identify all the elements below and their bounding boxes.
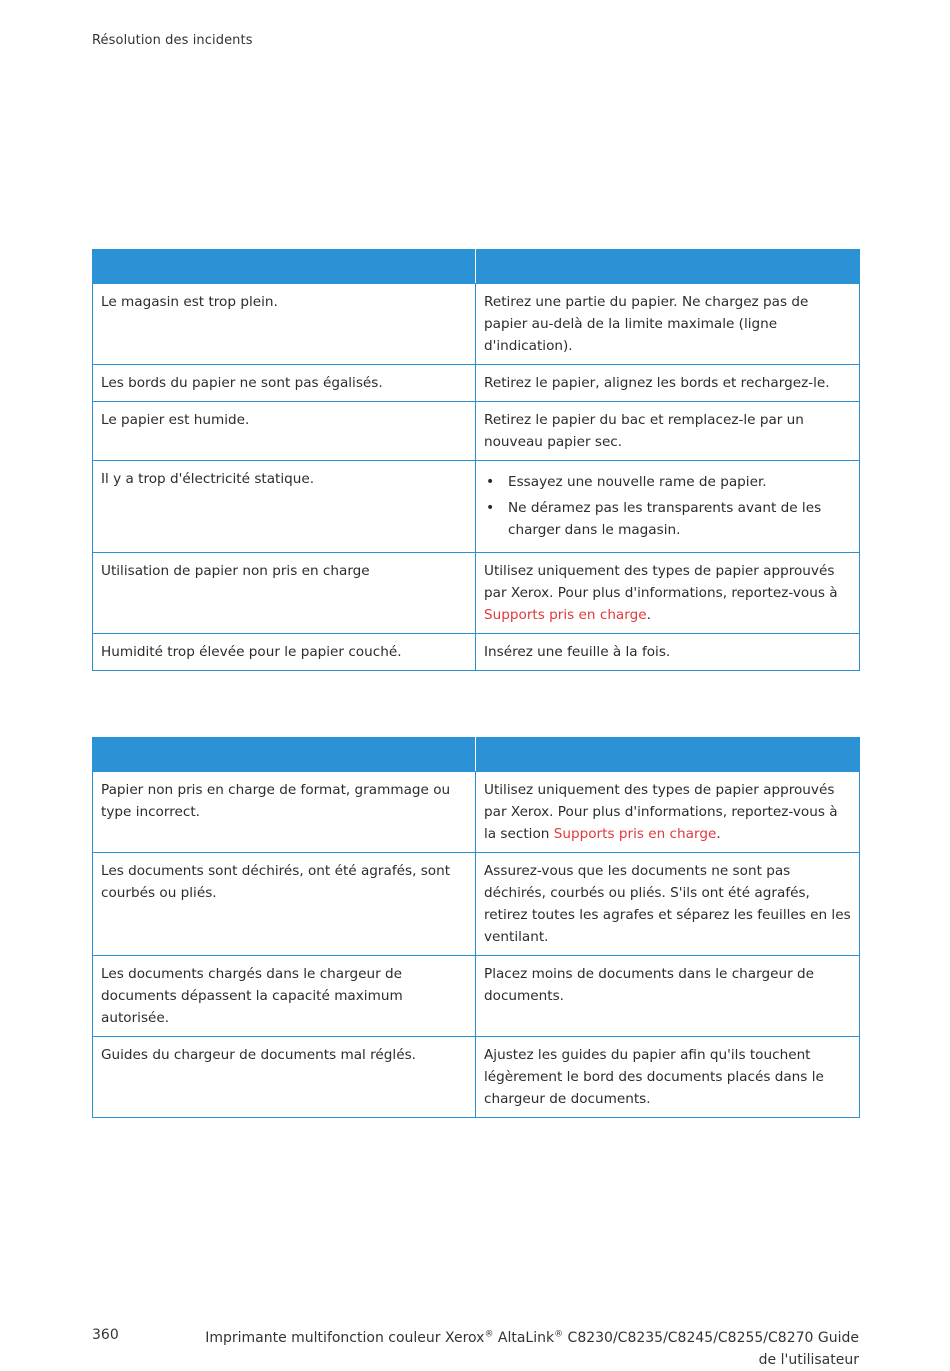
header-cell-solution [476,738,860,772]
solution-text: Utilisez uniquement des types de papier approuvés par Xerox. Pour plus d'informations, reportez-vous à la section [484,782,838,842]
table-row [93,853,860,956]
table-row [93,553,860,634]
solution-text-end: . [646,607,651,623]
solution-text-end: . [716,826,721,842]
registered-mark: ® [554,1329,564,1340]
bullet-item: • Ne déramez pas les transparents avant de les charger dans le magasin. [508,497,851,541]
solution-cell [476,461,860,553]
table-row [93,634,860,671]
footer-title-text: C8230/C8235/C8245/C8255/C8270 Guide de l'utilisateur [563,1330,859,1368]
solution-cell: Assurez-vous que les documents ne sont pas déchirés, courbés ou pliés. S'ils ont été agrafés, retirez toutes les agrafes et séparez les feuilles en les ventilant. [476,853,860,956]
running-header: Résolution des incidents [92,33,253,48]
table-row [93,772,860,853]
cause-cell: Le papier est humide. [93,402,476,461]
solution-cell: Ajustez les guides du papier afin qu'ils touchent légèrement le bord des documents placés dans le chargeur de documents. [476,1037,860,1118]
solution-cell: Insérez une feuille à la fois. [476,634,860,671]
solution-text: Utilisez uniquement des types de papier approuvés par Xerox. Pour plus d'informations, reportez-vous à [484,563,838,601]
cause-cell: Les bords du papier ne sont pas égalisés. [93,365,476,402]
solution-cell: Retirez le papier du bac et remplacez-le par un nouveau papier sec. [476,402,860,461]
solution-cell: Retirez une partie du papier. Ne chargez pas de papier au-delà de la limite maximale (ligne d'indication). [476,284,860,365]
registered-mark: ® [484,1329,494,1340]
solution-cell [476,553,860,634]
troubleshooting-table-paper-feed [92,249,860,671]
cause-cell: Les documents sont déchirés, ont été agrafés, sont courbés ou pliés. [93,853,476,956]
solution-cell [476,772,860,853]
cause-cell: Utilisation de papier non pris en charge [93,553,476,634]
bullet-item: • Essayez une nouvelle rame de papier. [508,471,851,493]
solution-cell: Retirez le papier, alignez les bords et rechargez-le. [476,365,860,402]
table-header-row [93,250,860,284]
supported-media-link[interactable]: Supports pris en charge [484,607,647,623]
header-cell-cause [93,250,476,284]
table-row [93,461,860,553]
header-cell-solution [476,250,860,284]
cause-cell: Guides du chargeur de documents mal réglés. [93,1037,476,1118]
table-row [93,365,860,402]
page-number: 360 [92,1327,119,1343]
cause-cell: Il y a trop d'électricité statique. [93,461,476,553]
table-row [93,1037,860,1118]
supported-media-link[interactable]: Supports pris en charge [553,826,717,842]
troubleshooting-table-document-feeder [92,737,860,1118]
footer-title-text: AltaLink [493,1330,555,1346]
table-row [93,284,860,365]
solution-bullet-list [484,471,851,541]
header-cell-cause [93,738,476,772]
cause-cell: Les documents chargés dans le chargeur de documents dépassent la capacité maximum autorisée. [93,956,476,1037]
cause-cell: Humidité trop élevée pour le papier couché. [93,634,476,671]
table-header-row [93,738,860,772]
table-row [93,402,860,461]
solution-cell: Placez moins de documents dans le chargeur de documents. [476,956,860,1037]
cause-cell: Le magasin est trop plein. [93,284,476,365]
footer-document-title [185,1327,859,1371]
cause-cell: Papier non pris en charge de format, grammage ou type incorrect. [93,772,476,853]
table-row [93,956,860,1037]
footer-title-text: Imprimante multifonction couleur Xerox [205,1330,485,1346]
